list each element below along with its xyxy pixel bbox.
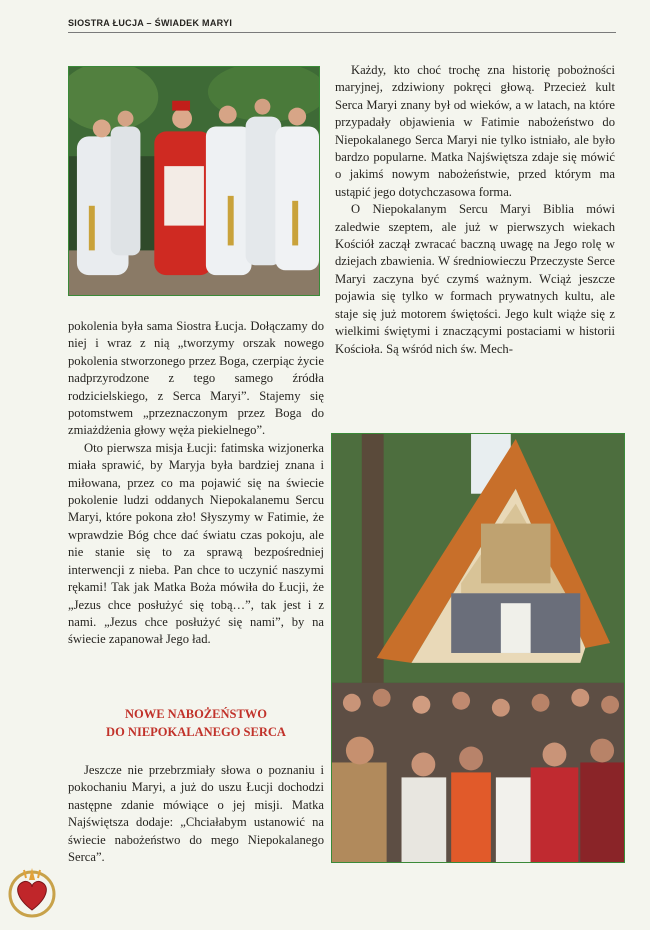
running-title: SIOSTRA ŁUCJA – ŚWIADEK MARYI: [68, 18, 233, 28]
photo-chapel-crowd: [331, 433, 625, 863]
photo-clergy-graphic: [69, 67, 319, 295]
paragraph: Oto pierwsza misja Łucji: fatimska wizjonerka miała sprawić, by Maryja była bardziej znana i miłowana, przez co ma pojawić się na świecie pokolenie ludzi oddanych Niepokalanemu Sercu Maryi, które pokona zło! Słyszymy w Fatimie, że wprawdzie Bóg chce dać światu czas pokoju, ale nie stanie się to za sprawą bezpośredniej interwencji z nieba. Pan chce to uczynić naszymi rękami! Tak jak Matka Boża mówiła do Łucji, że „Jezus chce posłużyć się tobą…”, tak jest i z nami. „Jezus chce posłużyć się nami”, by na świecie zapanował Jego ład.: [68, 440, 324, 647]
section-heading-line1: NOWE NABOŻEŃSTWO: [124, 707, 268, 721]
sacred-heart-emblem: [2, 860, 62, 922]
running-header: [68, 16, 616, 33]
section-heading-line2: DO NIEPOKALANEGO SERCA: [106, 725, 286, 739]
section-heading: [68, 705, 324, 741]
left-column-bottom-text: [68, 762, 324, 866]
right-column-top-text: [335, 62, 615, 358]
heart-icon: [2, 860, 62, 922]
photo-clergy: [68, 66, 320, 296]
paragraph: Każdy, kto choć trochę zna historię pobożności maryjnej, zdziwiony pokręci głową. Przecież kult Serca Maryi znany był od wieków, a w latach, na które przypadały objawienia w Fatimie nabożeństwo do Niepokalanego Serca Maryi nie tylko istniało, ale było bardzo popularne. Matka Najświętsza zdaje się mówić o jakimś nowym nabożeństwie, przed którym ma ustąpić jego dotychczasowa forma.: [335, 63, 615, 199]
left-column-middle-text: [68, 318, 324, 649]
paragraph: Jeszcze nie przebrzmiały słowa o poznaniu i pokochaniu Maryi, a już do uszu Łucji dochodzi następne zdanie mówiące o jej misji. Matka Najświętsza dodaje: „Chciałabym ustanowić na świecie nabożeństwo do mego Niepokalanego Serca”.: [68, 763, 324, 865]
paragraph: O Niepokalanym Sercu Maryi Biblia mówi zaledwie szeptem, ale już w pierwszych wiekach Kościół zaczął zwracać baczną uwagę na Jego rolę w dziejach zbawienia. W średniowieczu Przeczyste Serce Maryi zaczyna być czymś ważnym. Wciąż jeszcze pojawia się tylko w formach prywatnych kultu, ale staje się już motorem świętości. Jego kult wiąże się z wielkimi świętymi i znaczącymi postaciami w historii Kościoła. Są wśród nich św. Mech-: [335, 202, 615, 356]
paragraph: pokolenia była sama Siostra Łucja. Dołączamy do niej i wraz z nią „tworzymy orszak nowego pokolenia stworzonego przez Boga, czerpiąc życie nadprzyrodzone z tego samego źródła rodzicielskiego, z Serca Maryi”. Stajemy się potomstwem „przeznaczonym przez Boga do zmiażdżenia głowy węża piekielnego”.: [68, 319, 324, 438]
photo-chapel-graphic: [332, 434, 624, 862]
